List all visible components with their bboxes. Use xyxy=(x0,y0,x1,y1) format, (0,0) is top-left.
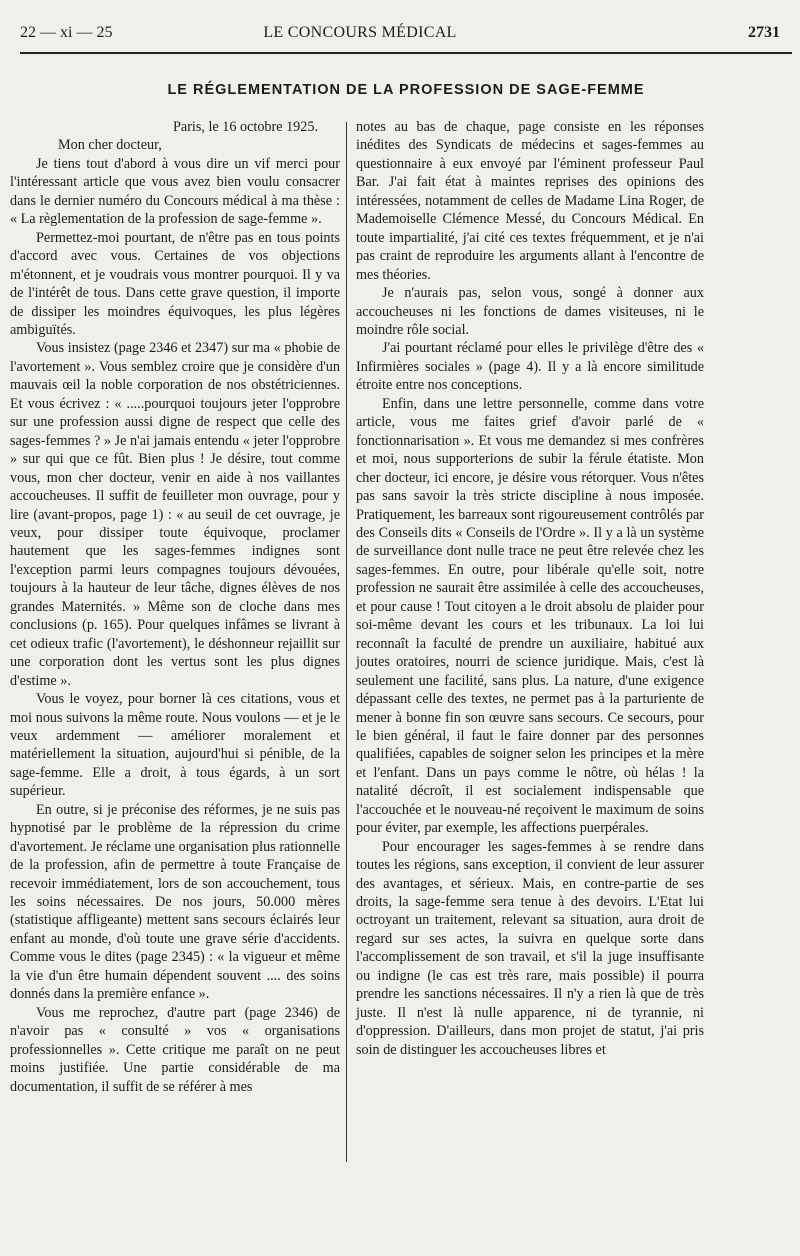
paragraph: Pour encourager les sages-femmes à se rendre dans toutes les régions, sans exception, il convient de leur assurer des avantages, et sérieux. Mais, en contre-partie de ses droits, la sage-femme sera tenue à des devoirs. L'Etat lui octroyant un traitement, relevant sa situation, aura droit de regard sur ses actes, la suivra en quelque sorte dans l'accomplissement de son travail, et s'il la juge insuffisante ou indigne (le cas est très rare, mais possible) il pourra prendre les sanctions nécessaires. Il n'y a rien là que de très juste. Il n'est là nulle apparence, ni de tyrannie, ni d'oppression. D'ailleurs, dans mon projet de statut, j'ai pris soin de distinguer les accoucheuses libres et xyxy=(356,838,704,1058)
page-number: 2731 xyxy=(748,24,780,41)
journal-name: LE CONCOURS MÉDICAL xyxy=(263,24,457,41)
paragraph: J'ai pourtant réclamé pour elles le privilège d'être des « Infirmières sociales » (page 4). Il y a là encore similitude étroite entre nos conceptions. xyxy=(356,340,704,394)
right-column xyxy=(356,118,704,1059)
dateline: Paris, le 16 octobre 1925. xyxy=(173,119,318,135)
column-divider xyxy=(346,122,347,1162)
paragraph: Vous insistez (page 2346 et 2347) sur ma « phobie de l'avortement ». Vous semblez croire que je considère d'un mauvais œil la noble corporation de nos obstétriciennes. Et vous écrivez : « .....pourquoi toujours jeter l'opprobre sur une profession aussi digne de respect que celle des sages-femmes ? » Je n'ai jamais entendu « jeter l'opprobre » sur qui que ce fût. Bien plus ! Je désire, tout comme vous, mon cher docteur, venir en aide à nos vaillantes accoucheuses. Il suffit de feuilleter mon ouvrage, pour y lire (avant-propos, page 1) : « au seuil de cet ouvrage, je veux, pour dissiper toute équivoque, proclamer hautement que les sages-femmes indignes sont l'exception parmi leurs compagnes toujours dévouées, toujours à la hauteur de leur tâche, dignes élèves de nos grandes Maternités. » Même son de cloche dans mes conclusions (p. 165). Pour quelques infâmes se livrant à cet odieux trafic (l'avortement), le déshonneur rejaillit sur une corporation dont les vertus sont les plus dignes d'estime ». xyxy=(10,340,340,689)
salutation: Mon cher docteur, xyxy=(58,137,162,154)
paragraph: Vous me reprochez, d'autre part (page 2346) de n'avoir pas « consulté » vos « organisations professionnelles ». Cette critique me paraît on ne peut moins justifiée. Une partie considérable de ma documentation, il suffit de se référer à mes xyxy=(10,1004,340,1095)
paragraph: notes au bas de chaque, page consiste en les réponses inédites des Syndicats de médecins et sages-femmes au questionnaire à eux envoyé par l'éminent professeur Paul Bar. J'ai fait état à maintes reprises des opinions des intéressées, notamment de celles de Madame Lina Roger, de Mademoiselle Clémence Messé, du Concours Médical. En toute impartialité, j'ai cité ces textes fréquemment, et je n'ai pas craint de reproduire les arguments allant à l'encontre de mes théories. xyxy=(356,119,704,283)
paragraph: En outre, si je préconise des réformes, je ne suis pas hypnotisé par le problème de la répression du crime d'avortement. Je réclame une organisation plus rationnelle de la profession, afin de permettre à toute Française de recevoir immédiatement, lors de son accouchement, tous les soins nécessaires. De nos jours, 50.000 mères (statistique affligeante) mettent sans secours éclairés leur enfant au monde, d'où toute une grave série d'accidents. Comme vous le dites (page 2345) : « la vigueur et même la vie d'un être humain dépendent souvent .... des soins donnés dans la première enfance ». xyxy=(10,801,340,1003)
paragraph: Enfin, dans une lettre personnelle, comme dans votre article, vous me faites grief d'avoir parlé de « fonctionnarisation ». Et vous me demandez si mes confrères et moi, nous supporterions de subir la férule étatiste. Mon cher docteur, ici encore, je désire vous rétorquer. Vous n'êtes pas sans savoir la très stricte discipline à nous imposée. Pratiquement, les barreaux sont rigoureusement contrôlés par des Conseils dits « Conseils de l'Ordre ». Il y a là un système de surveillance dont nulle trace ne peut être relevée chez les sages-femmes. En outre, pour libérale qu'elle soit, notre profession ne saurait être assimilée à celle des accoucheuses, et pour cause ! Tout citoyen a le droit absolu de plaider pour soi-même devant les cours et les tribunaux. La loi lui reconnaît la faculté de prendre un auxiliaire, habitué aux joutes oratoires, nourri de science juridique. Mais, c'est là seulement une facilité, sans plus. La nature, d'une exigence dépassant celle des textes, ne permet pas à la parturiente de mener à bonne fin son œuvre sans secours. Ce secours, pour le bien général, il faut le faire donner par des personnes qualifiées, capables de soigner selon les principes et la mère et l'enfant. Dans un pays comme le nôtre, où hélas ! la natalité décroît, il est socialement indispensable que l'accouchée et le nouveau-né reçoivent le maximum de soins pour éviter, par exemple, les affections puerpérales. xyxy=(356,395,704,837)
header-rule xyxy=(20,52,792,54)
paragraph: Je tiens tout d'abord à vous dire un vif merci pour l'intéressant article que vous avez bien voulu consacrer dans le dernier numéro du Concours médical à ma thèse : « La règlementation de la profession de sage-femme ». xyxy=(10,155,340,228)
paragraph: Je n'aurais pas, selon vous, songé à donner aux accoucheuses ni les fonctions de dames visiteuses, ni le moindre rôle social. xyxy=(356,285,704,338)
article-title: LE RÉGLEMENTATION DE LA PROFESSION DE SAGE-FEMME xyxy=(167,82,645,98)
page-header xyxy=(20,24,780,48)
paragraph: Permettez-moi pourtant, de n'être pas en tous points d'accord avec vous. Certaines de vos objections m'étonnent, et je voudrais vous montrer pourquoi. Il y va de l'intérêt de tous. Dans cette grave question, il importe de dissiper les moindres équivoques, les plus légères ambiguïtés. xyxy=(10,229,340,338)
issue-date: 22 — xi — 25 xyxy=(20,24,113,41)
left-column xyxy=(10,118,340,1096)
paragraph: Vous le voyez, pour borner là ces citations, vous et moi nous suivons la même route. Nous voulons — et je le veux ardemment — améliorer moralement et matériellement la situation, aujourd'hui si pénible, de la sage-femme. Elle a droit, à tous égards, à un sort supérieur. xyxy=(10,691,340,800)
